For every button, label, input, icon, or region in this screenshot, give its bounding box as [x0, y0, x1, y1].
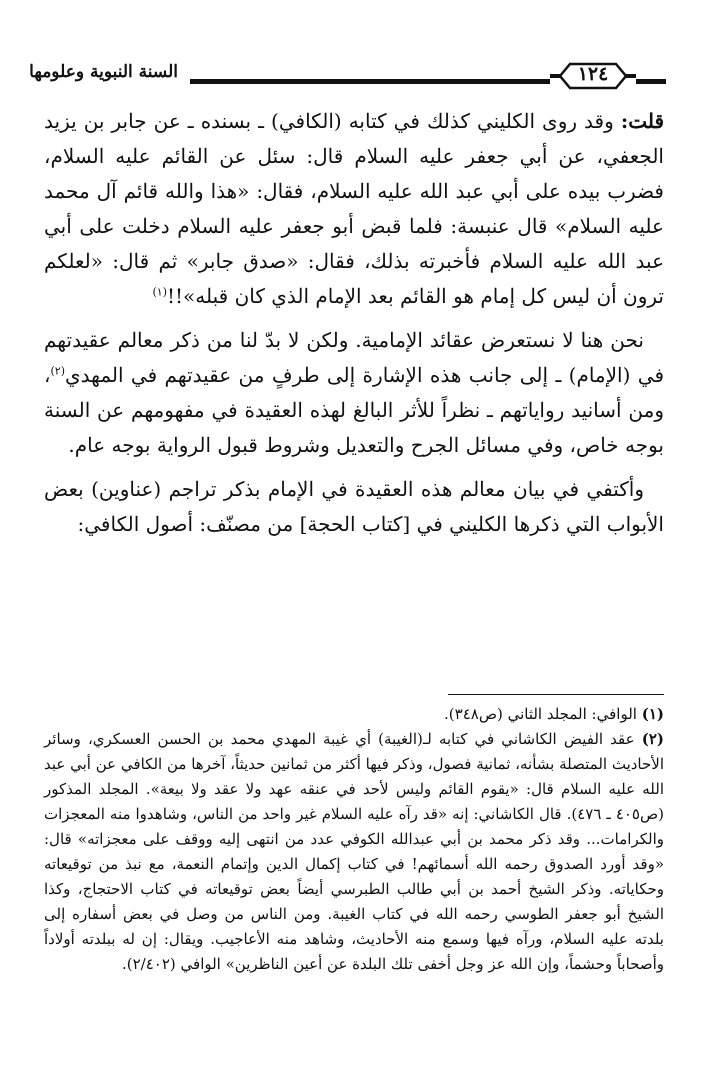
header-rule-right [636, 79, 666, 84]
footnote-2-text: عقد الفيض الكاشاني في كتابه لـ(الغيبة) أي غيبة المهدي محمد بن الحسن العسكري، وسائر الأحاديث المتصلة بشأنه، ثمانية فصول، وذكر فيها أكثر من ثمانين حديثاً، آخرها من الكافي عن أبي عبد الله عليه السلام قال: «يقوم القائم وليس لأحد في عنقه عهد ولا عقد ولا بيعة». المجلد المذكور (ص٤٠٥ ـ ٤٧٦). قال الكاشاني: إنه «قد رآه عليه السلام غير واحد من الناس، وشاهدوا منه المعجزات والكرامات... وقد ذكر محمد بن أبي عبدالله الكوفي عدد من انتهى إليه ووقف على معجزاته» قال: «وقد أورد الصدوق رحمه الله أسمائهم! في كتاب إكمال الدين وإتمام النعمة، مع نبذ من توقيعاته وحكاياته. وذكر الشيخ أحمد بن أبي طالب الطبرسي أيضاً بعض توقيعاته في كتاب الاحتجاج، وكذا الشيخ أبو جعفر الطوسي رحمه الله في كتاب الغيبة. ومن الناس من وصل في بعض أسفاره إلى بلدته عليه السلام، ورآه فيها وسمع منه الأحاديث، وشاهد منه الأعاجيب. ويقال: إن له ببلدته أولاداً وأصحاباً وحشماً، وإن الله عز وجل أخفى تلك البلدة عن أعين الناظرين» الوافي (٢/٤٠٢). [44, 730, 664, 973]
footnote-separator [448, 694, 664, 695]
footnote-1-number: (١) [641, 705, 664, 723]
footnote-ref-2: (٢) [50, 364, 65, 378]
body-text [44, 104, 664, 551]
paragraph-1-lead: قلت: [620, 109, 665, 133]
header-rule [190, 79, 550, 84]
paragraph-1-text: وقد روى الكليني كذلك في كتابه (الكافي) ـ بسنده ـ عن جابر بن يزيد الجعفي، عن أبي جعفر عليه السلام قال: سئل عن القائم عليه السلام، فضرب بيده على أبي عبد الله عليه السلام، فقال: «هذا والله قائم آل محمد عليه السلام» قال عنبسة: فلما قبض أبو جعفر عليه السلام دخلت على أبي عبد الله عليه السلام فأخبرته بذلك، فقال: «صدق جابر» ثم قال: «لعلكم ترون أن ليس كل إمام هو القائم بعد الإمام الذي كان قبله»!! [44, 109, 664, 308]
paragraph-2 [44, 323, 664, 463]
running-title: السنة النبوية وعلومها [29, 62, 178, 82]
footnote-ref-1: (١) [152, 285, 167, 299]
footnote-1-text: الوافي: المجلد الثاني (ص٣٤٨). [444, 705, 637, 723]
paragraph-2-text-a: نحن هنا لا نستعرض عقائد الإمامية. ولكن لا بدّ لنا من ذكر معالم عقيدتهم في (الإمام) ـ إلى جانب هذه الإشارة إلى طرفٍ من عقيدتهم في المهدي [44, 328, 664, 387]
paragraph-3-text: وأكتفي في بيان معالم هذه العقيدة في الإمام بذكر تراجم (عناوين) بعض الأبواب التي ذكرها الكليني في [كتاب الحجة] من مصنّف: أصول الكافي: [44, 477, 664, 536]
footnote-2 [44, 727, 664, 977]
paragraph-1 [44, 104, 664, 314]
paragraph-2-text-b: ، ومن أسانيد رواياتهم ـ نظراً للأثر البالغ لهذه العقيدة في مفهومهم عن السنة بوجه خاص، وفي مسائل الجرح والتعديل وشروط قبول الرواية بوجه عام. [44, 363, 664, 457]
footnotes [44, 702, 664, 977]
page-number-badge [548, 58, 638, 94]
footnote-2-number: (٢) [641, 730, 664, 748]
footnote-1 [44, 702, 664, 727]
page-number: ١٢٤ [577, 63, 609, 85]
paragraph-3 [44, 472, 664, 542]
